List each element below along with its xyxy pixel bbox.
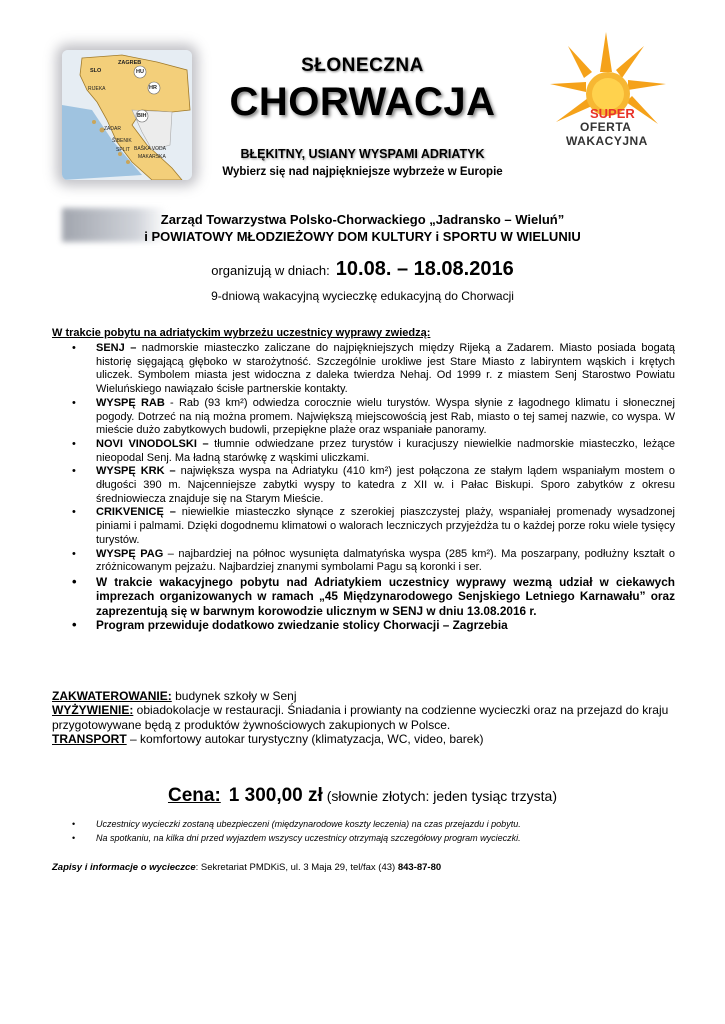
map-label: ZAGREB bbox=[118, 60, 142, 66]
price-label: Cena: bbox=[167, 785, 221, 806]
item-name: SENJ – bbox=[96, 342, 137, 354]
list-item bbox=[72, 342, 675, 397]
list-intro: W trakcie pobytu na adriatyckim wybrzeżu uczestnicy wyprawy zwiedzą: bbox=[52, 327, 431, 339]
transport-label: TRANSPORT bbox=[52, 731, 127, 746]
map-label: MAKARSKA bbox=[138, 154, 166, 160]
map-label: ZADAR bbox=[104, 126, 121, 132]
item-text: - Rab (93 km²) odwiedza corocznie wielu turystów. Wyspa słynie z łagodnego klimatu i słonecznej pogody. Dotrzeć na nią można promem. Największą miejscowością jest Rab, miasto o tej samej nazwie, co wyspa. W mieście dużo zabytkowych budowli, przepiękne plaże oraz wspaniałe panoramy. bbox=[96, 396, 675, 437]
list-item bbox=[72, 465, 675, 506]
map-label: SPLIT bbox=[116, 147, 130, 153]
map-label: HR bbox=[149, 85, 157, 91]
price-value: 1 300,00 zł bbox=[228, 785, 323, 806]
contact-info bbox=[52, 862, 441, 873]
transport-text: – komfortowy autokar turystyczny (klimatyzacja, WC, video, barek) bbox=[126, 731, 484, 746]
accommodation-label: ZAKWATEROWANIE: bbox=[52, 689, 172, 703]
badge-wakacyjna: WAKACYJNA bbox=[566, 134, 648, 148]
contact-phone: 843-87-80 bbox=[397, 862, 442, 873]
accommodation bbox=[52, 689, 677, 703]
item-text: niewielkie miasteczko słynące z szerokiej piaszczystej plaży, wspaniałej promenady wysadzonej piniami i palmami. Dzięki dogodnemu klimatowi o walorach leczniczych przyjeżdża tu o każdej porze roku wiele tysięcy turystów. bbox=[96, 506, 675, 546]
map-label: BIH bbox=[137, 113, 147, 119]
dates-line bbox=[0, 258, 725, 281]
list-item bbox=[72, 506, 675, 547]
trip-description: 9-dniową wakacyjną wycieczkę edukacyjną do Chorwacji bbox=[211, 289, 514, 303]
price-words: (słownie złotych: jeden tysiąc trzysta) bbox=[322, 788, 558, 804]
map-label: SLO bbox=[90, 68, 102, 74]
map-label: ŠIBENIK bbox=[112, 138, 132, 144]
item-name: WYSPĘ RAB bbox=[96, 396, 165, 409]
transport bbox=[52, 732, 677, 746]
map-label: BAŠKA VODA bbox=[134, 146, 166, 152]
item-text: – najbardziej na północ wysunięta dalmatyńska wyspa (285 km²). Ma poszarpany, podłużny kształt o zróżnicowanym pejzażu. Najbardziej znanymi symbolami Pagu są koronki i ser. bbox=[96, 547, 675, 574]
list-item-bold: • Program przewiduje dodatkowo zwiedzanie stolicy Chorwacji – Zagrzebia bbox=[72, 618, 675, 633]
note-item: • Uczestnicy wycieczki zostaną ubezpieczeni (międzynarodowe koszty leczenia) na czas przejazdu i pobytu. bbox=[72, 818, 672, 832]
list-item bbox=[72, 397, 675, 438]
attractions-list bbox=[72, 342, 675, 633]
dates-intro: organizują w dniach: bbox=[211, 263, 330, 278]
organizer-line-2: i POWIATOWY MŁODZIEŻOWY DOM KULTURY i SPORTU W WIELUNIU bbox=[144, 229, 581, 244]
item-text: największa wyspa na Adriatyku (410 km²) jest połączona ze stałym lądem wspaniałym mostem o długości 390 m. Najcenniejsze zabytki wyspy to katedra z XII w. i Pałac Biskupi. Sporo zabytków z okresu średniowiecza znajduje się na Starym Mieście. bbox=[96, 465, 675, 505]
notes-list bbox=[72, 818, 672, 845]
super-offer-badge bbox=[548, 32, 668, 162]
item-name: WYSPĘ KRK – bbox=[96, 465, 176, 478]
item-name: WYSPĘ PAG bbox=[96, 547, 164, 560]
accommodation-text: budynek szkoły w Senj bbox=[171, 689, 297, 703]
map-label: HU bbox=[136, 69, 144, 75]
subtitle: BŁĘKITNY, USIANY WYSPAMI ADRIATYK bbox=[240, 147, 485, 161]
list-item bbox=[72, 548, 675, 575]
title-line-1: SŁONECZNA bbox=[301, 55, 424, 76]
note-item: • Na spotkaniu, na kilka dni przed wyjazdem wszyscy uczestnicy otrzymają szczegółowy program wycieczki. bbox=[72, 832, 672, 846]
price-line bbox=[0, 785, 725, 807]
item-name: NOVI VINODOLSKI – bbox=[96, 437, 209, 450]
item-text: nadmorskie miasteczko zaliczane do najpiękniejszych między Rijeką a Zadarem. Miasto posiada bogatą historię sięgającą głęboko w starożytność. Szczególnie urokliwe jest Stare Miasto z labiryntem wąskich i krętych uliczek. Symbolem miasta jest widoczna z daleka twierdza Nehaj. Od 1999 r. z miastem Senj Starostwo Powiatu Wieluńskiego nawiązało ścisłe partnerskie kontakty. bbox=[96, 342, 675, 396]
title-line-2: CHORWACJA bbox=[229, 80, 496, 124]
badge-super: SUPER bbox=[590, 106, 635, 121]
food-label: WYŻYWIENIE: bbox=[52, 703, 134, 718]
tagline: Wybierz się nad najpiękniejsze wybrzeże w Europie bbox=[222, 166, 503, 178]
logistics bbox=[52, 689, 677, 746]
list-item bbox=[72, 438, 675, 465]
food bbox=[52, 703, 677, 732]
item-name: CRIKVENICĘ – bbox=[96, 506, 176, 519]
item-text: tłumnie odwiedzane przez turystów i kuracjuszy niewielkie nadmorskie miasteczko, leżące nieopodal Senj. Ma ładną starówkę z wąskimi uliczkami. bbox=[96, 437, 675, 464]
list-item-bold: • W trakcie wakacyjnego pobytu nad Adriatykiem uczestnicy wyprawy wezmą udział w ciekawych imprezach organizowanych w ramach „45 Międzynarodowego Senjskiego Letniego Karnawału” oraz zaprezentują się w barwnym korowodzie ulicznym w SENJ w dniu 13.08.2016 r. bbox=[72, 575, 675, 619]
contact-label: Zapisy i informacje o wycieczce bbox=[52, 862, 196, 873]
dates-value: 10.08. – 18.08.2016 bbox=[335, 258, 514, 280]
contact-text: : Sekretariat PMDKiS, ul. 3 Maja 29, tel/fax (43) bbox=[195, 862, 398, 873]
badge-oferta: OFERTA bbox=[580, 120, 632, 134]
organizer-line-1: Zarząd Towarzystwa Polsko-Chorwackiego „Jadransko – Wieluń” bbox=[160, 212, 565, 227]
map-label: RIJEKA bbox=[88, 86, 106, 92]
food-text: obiadokolacje w restauracji. Śniadania i prowianty na codzienne wycieczki oraz na przejazd do kraju przygotowywane będą z produktów żywnościowych zakupionych w Polsce. bbox=[52, 703, 669, 732]
